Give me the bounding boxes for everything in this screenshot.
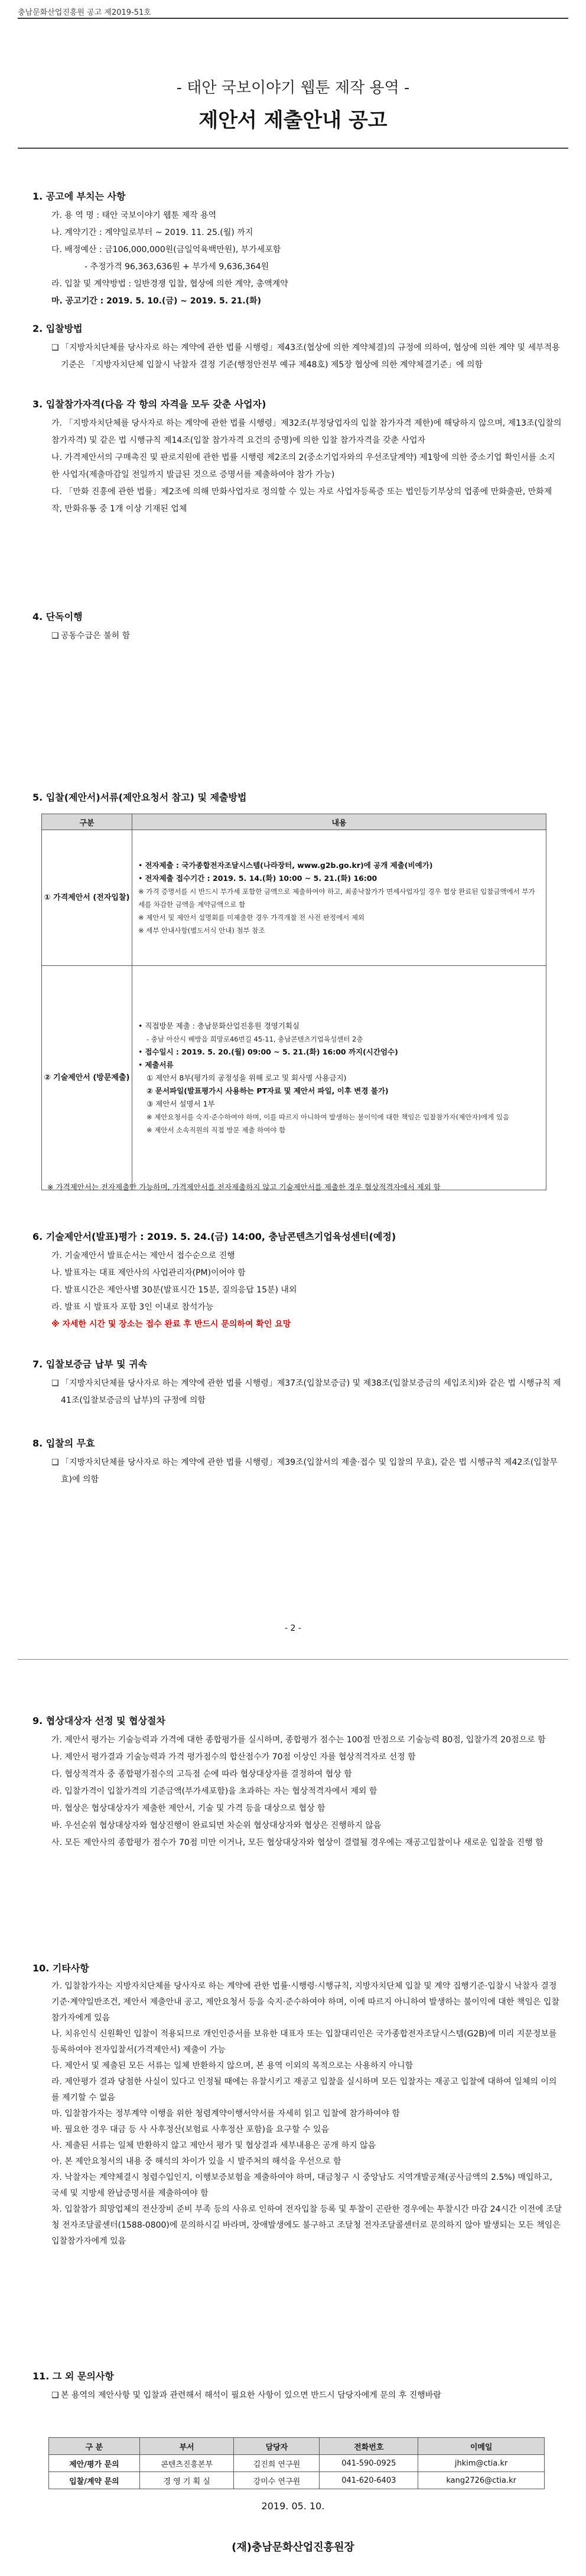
- row1-line: • 전자제출 : 국가종합전자조달시스템(나라장터, www.g2b.go.kr)에 공개 제출(비예가): [138, 860, 433, 870]
- section-9: [32, 1712, 562, 1852]
- row2-line: • 접수일시 : 2019. 5. 20.(월) 09:00 ~ 5. 21.(화) 16:00 까지(시간엄수): [138, 1047, 398, 1056]
- sec10-item: 아. 본 제안요청서의 내용 중 해석의 차이가 있을 시 발주처의 해석을 우선으로 함: [51, 2157, 341, 2166]
- sec10-item: 라. 제안평가 결과 당첨한 사실이 있다고 인정될 때에는 유찰시키고 재공고 입찰을 실시하며 모든 입찰자는 재공고 입찰에 대하여 일체의 이의를 제기할 수 없음: [51, 2077, 557, 2102]
- section-8-title: 8. 입찰의 무효: [32, 1438, 95, 1449]
- section-1: [32, 188, 562, 310]
- contact-table: [48, 2437, 545, 2489]
- contact-cell: 제안/평가 문의: [49, 2455, 140, 2472]
- sec9-item: 사. 모든 제안사의 종합평가 점수가 70점 미만 이거나, 모든 협상대상자와 협상이 결렬될 경우에는 재공고입찰이나 새로운 입찰을 진행 함: [51, 1838, 543, 1847]
- sec6-item: 나. 발표자는 대표 제안사의 사업관리자(PM)이어야 함: [51, 1268, 246, 1278]
- contact-cell: 김진희 연구원: [234, 2455, 320, 2472]
- col-type-header: 구분: [42, 814, 132, 830]
- section-7: [32, 1356, 562, 1409]
- sec10-item: 마. 입찰참가자는 정부계약 이행을 위한 청렴계약이행서약서를 자세히 읽고 입찰에 참가하여야 함: [51, 2109, 400, 2118]
- title-rule: [18, 148, 568, 149]
- page-break-rule: [18, 1659, 568, 1660]
- row2-line: - 충남 아산시 배방읍 희망로46번길 45-11, 충남콘텐츠기업육성센터 2층: [146, 1034, 363, 1043]
- sec1-item: 마. 공고기간 : 2019. 5. 10.(금) ~ 2019. 5. 21.(화): [51, 296, 262, 306]
- contact-header: 전화번호: [320, 2438, 418, 2455]
- contact-row: [49, 2455, 545, 2472]
- sec6-notice: ※ 자세한 시간 및 장소는 접수 완료 후 반드시 문의하여 확인 요망: [51, 1320, 291, 1329]
- section-5-title: 5. 입찰(제안서)서류(제안요청서 참고) 및 제출방법: [32, 792, 247, 803]
- sec1-item: 라. 입찰 및 계약방법 : 일반경쟁 입찰, 협상에 의한 계약, 총액계약: [51, 279, 288, 289]
- sec3-item: 다. 「만화 진흥에 관한 법률」제2조에 의해 만화사업자로 정의할 수 있는 자로 사업자등록증 또는 법인등기부상의 업종에 만화출판, 만화제작, 만화유통 중 1개 이상 기재된 업체: [51, 487, 552, 514]
- row1-line: • 전자제출 접수기간 : 2019. 5. 14.(화) 10:00 ~ 5. 21.(화) 16:00: [138, 873, 377, 883]
- row-price-content: [132, 830, 546, 966]
- page-number: - 2 -: [285, 1624, 301, 1633]
- section-3: [32, 396, 562, 518]
- doc-id: 충남문화산업진흥원 공고 제2019-51호: [18, 8, 151, 17]
- row2-line: ※ 제안서 소속직원의 직접 방문 제출 하여야 함: [146, 1125, 286, 1134]
- sec10-item: 다. 제안서 및 제출된 모든 서류는 일체 반환하지 않으며, 본 용역 이외의 목적으로는 사용하지 아니함: [51, 2061, 414, 2071]
- row-tech-content: [132, 966, 546, 1190]
- section-3-title: 3. 입찰참가자격(다음 각 항의 자격을 모두 갖춘 사업자): [32, 399, 266, 410]
- contact-row: [49, 2472, 545, 2489]
- sec9-item: 가. 제안서 평가는 기술능력과 가격에 대한 종합평가를 실시하며, 종합평가 점수는 100점 만점으로 기술능력 80점, 입찰가격 20점으로 함: [51, 1735, 546, 1745]
- sec9-item: 나. 제안서 평가결과 기술능력과 가격 평가점수의 합산점수가 70점 이상인 자를 협상적격자로 선정 함: [51, 1752, 416, 1762]
- row2-line: ③ 제안서 설명서 1부: [146, 1099, 215, 1108]
- sec10-item: 자. 낙찰자는 계약체결시 청렴수입인지, 이행보증보험을 제출하여야 하며, 대금청구 시 중앙남도 지역개발공채(공사금액의 2.5%) 매입하고, 국세 및 지방세 완납증명서를 제출하여야 함: [51, 2173, 552, 2198]
- row2-line: ※ 제안요청서를 숙지·준수하여야 하며, 이를 따르지 아니하여 발생하는 불이익에 대한 책임은 입찰참가자(제안자)에게 있음: [146, 1112, 510, 1121]
- table-note: ※ 가격제안서는 전자제출만 가능하며, 가격제안서를 전자제출하지 않고 기술제안서를 제출한 경우 협상적격자에서 제외 함: [47, 1183, 441, 1191]
- sec9-item: 바. 우선순위 협상대상자와 협상진행이 완료되면 차순위 협상대상자와 협상은 진행하지 않음: [51, 1821, 382, 1830]
- row1-line: ※ 세부 안내사항(별도서식 안내) 첨부 참조: [138, 926, 265, 935]
- contact-cell: 콘텐츠진흥본부: [139, 2455, 234, 2472]
- sec1-item: 가. 용 역 명 : 태안 국보이야기 웹툰 제작 용역: [51, 211, 217, 220]
- section-7-title: 7. 입찰보증금 납부 및 귀속: [32, 1359, 148, 1370]
- issue-date: 2019. 05. 10.: [261, 2500, 325, 2512]
- contact-header: 이메일: [418, 2438, 545, 2455]
- section-11-title: 11. 그 외 문의사항: [32, 2371, 114, 2382]
- sec1-item: 나. 계약기간 : 계약일로부터 ~ 2019. 11. 25.(월) 까지: [51, 228, 253, 237]
- section-1-title: 1. 공고에 부치는 사항: [32, 191, 126, 202]
- contact-email[interactable]: jhkim@ctia.kr: [418, 2455, 545, 2472]
- row-tech-label: ② 기술제안서 (방문제출): [42, 966, 132, 1190]
- sec3-item: 나. 가격제안서의 구매촉진 및 판로지원에 관한 법률 시행령 제2조의 2(중소기업자와의 우선조달계약) 제1항에 의한 중소기업 확인서를 소지한 사업자(제출마감일 전일까지 발급된 것으로 증명서를 제출하여야 참가 가능): [51, 453, 555, 479]
- sec3-item: 가. 「지방자치단체를 당사자로 하는 계약에 관한 법률 시행령」제32조(부정당업자의 입찰 참가자격 제한)에 해당하지 않으며, 제13조(입찰의 참가자격) 및 같은 법 시행규칙 제14조(입찰 참가자격 요건의 증명)에 의한 입찰 참가자격을 갖춘 사업자: [51, 419, 562, 445]
- checkbox-bullet-icon: ❏: [51, 343, 59, 352]
- sec1-item: 다. 배정예산 : 금106,000,000원(금일억육백만원), 부가세포함: [51, 245, 281, 254]
- row2-line: • 직접방문 제출 : 충남문화산업진흥원 경영기획실: [138, 1021, 299, 1030]
- section-4: [32, 608, 562, 645]
- row1-line: ※ 가격 증명서를 시 반드시 부가세 포함한 금액으로 제출하여야 하고, 최종낙찰가가 면세사업자일 경우 협상 완료된 입찰금액에서 부가세를 차감한 금액을 계약금액으로 함: [138, 887, 535, 909]
- sec9-item: 라. 입찰가격이 입찰가격의 기준금액(부가세포함)을 초과하는 자는 협상적격자에서 제외 함: [51, 1787, 377, 1796]
- row1-line: ※ 제안서 및 제안서 설명회를 미제출한 경우 가격개찰 전 사전 판정에서 제외: [138, 913, 365, 922]
- sec8-body: 「지방자치단체를 당사자로 하는 계약에 관한 법률 시행령」제39조(입찰서의 제출·접수 및 입찰의 무효), 같은 법 시행규칙 제42조(입찰무효)에 의함: [61, 1458, 558, 1484]
- sec9-item: 다. 협상적격자 중 종합평가점수의 고득점 순에 따라 협상대상자를 결정하여 협상 함: [51, 1769, 352, 1779]
- section-10-title: 10. 기타사항: [32, 1963, 89, 1974]
- sec6-item: 라. 발표 시 발표자 포함 3인 이내로 참석가능: [51, 1302, 214, 1312]
- sec2-body: 「지방자치단체를 당사자로 하는 계약에 관한 법률 시행령」제43조(협상에 의한 계약체결)의 규정에 의하여, 협상에 의한 계약 및 세부적용기준은 「지방자치단체 입찰시 낙찰자 결정 기준(행정안전부 예규 제48호) 제5장 협상에 의한 계약체결기준」에 의함: [61, 343, 560, 370]
- sec6-item: 다. 발표시간은 제안사별 30분(발표시간 15분, 질의응답 15분) 내외: [51, 1285, 297, 1295]
- section-10: [32, 1960, 562, 2249]
- sec9-item: 마. 협상은 협상대상자가 제출한 제안서, 기술 및 가격 등을 대상으로 협상 함: [51, 1804, 325, 1813]
- contact-header: 담당자: [234, 2438, 320, 2455]
- sec7-body: 「지방자치단체를 당사자로 하는 계약에 관한 법률 시행령」제37조(입찰보증금) 및 제38조(입찰보증금의 세입조치)와 같은 법 시행규칙 제41조(입찰보증금의 납부)의 규정에 의함: [61, 1379, 561, 1405]
- issuing-organization: (재)충남문화산업진흥원장: [232, 2541, 354, 2554]
- sec4-body: 공동수급은 불허 함: [61, 631, 131, 641]
- submission-table: [41, 814, 546, 1190]
- sec10-item: 나. 치유인식 신원확인 입찰이 적용되므로 개인인증서를 보유한 대표자 또는 입찰대리인은 국가종합전자조달시스템(G2B)에 미리 지문정보를 등록하여야 전자입찰서(가격제안서) 제출이 가능: [51, 2029, 557, 2055]
- contact-cell: 경 영 기 획 실: [139, 2472, 234, 2489]
- doc-title: 제안서 제출안내 공고: [198, 109, 388, 132]
- top-rule: [18, 18, 568, 19]
- sec10-item: 사. 제출된 서류는 일체 반환하지 않고 제안서 평가 및 협상결과 세부내용은 공개 하지 않음: [51, 2141, 376, 2150]
- contact-cell: 강미수 연구원: [234, 2472, 320, 2489]
- contact-cell: 041-590-0925: [320, 2455, 418, 2472]
- sec6-item: 가. 기술제안서 발표순서는 제안서 접수순으로 진행: [51, 1251, 235, 1261]
- contact-email[interactable]: kang2726@ctia.kr: [418, 2472, 545, 2489]
- section-5: [32, 789, 562, 808]
- contact-header: 구 분: [49, 2438, 140, 2455]
- sec11-body: 본 용역의 제안사항 및 입찰과 관련해서 해석이 필요한 사항이 있으면 반드시 담당자에게 문의 후 진행바람: [61, 2391, 441, 2400]
- contact-cell: 041-620-6403: [320, 2472, 418, 2489]
- row-price-label: ① 가격제안서 (전자입찰): [42, 830, 132, 966]
- sec10-item: 가. 입찰참가자는 지방자치단체를 당사자로 하는 계약에 관한 법률·시행령·시행규칙, 지방자치단체 입찰 및 계약 집행기준·입찰시 낙찰자 결정기준·계약일반조건, 제안서 제출안내 공고, 제안요청서 등을 숙지·준수하여야 하며, 이에 따르지 아니하여 발생하는 불이익에 대한 책임은 입찰참가자에게 있음: [51, 1981, 559, 2023]
- sec1-item: - 추정가격 96,363,636원 + 부가세 9,636,364원: [84, 262, 269, 272]
- contact-header: 부서: [139, 2438, 234, 2455]
- section-2-title: 2. 입찰방법: [32, 323, 83, 334]
- section-8: [32, 1435, 562, 1488]
- checkbox-bullet-icon: ❏: [51, 2391, 59, 2400]
- row2-line: ② 문서파일(발표평가시 사용하는 PT자료 및 제안서 파일, 이후 변경 불가): [146, 1086, 389, 1095]
- row2-line: ① 제안서 8부(평가의 공정성을 위해 로고 및 회사명 사용금지): [146, 1073, 347, 1082]
- section-9-title: 9. 협상대상자 선정 및 협상절차: [32, 1715, 165, 1726]
- sec10-item: 차. 입찰참가 희망업체의 전산장비 준비 부족 등의 사유로 인하여 전자입찰 등록 및 투찰이 곤란한 경우에는 투찰시간 마감 24시간 이전에 조달청 전자조달콜센터(1588-0800)에 문의하시길 바라며, 장애발생에도 불구하고 조달청 전자조달콜센터로 문의하지 않아 발생되는 모든 책임은 입찰참가자에게 있음: [51, 2205, 562, 2246]
- section-4-title: 4. 단독이행: [32, 611, 83, 622]
- section-2: [32, 320, 562, 374]
- doc-subtitle: - 태안 국보이야기 웹툰 제작 용역 -: [176, 79, 410, 97]
- col-content-header: 내용: [132, 814, 546, 830]
- checkbox-bullet-icon: ❏: [51, 631, 59, 641]
- checkbox-bullet-icon: ❏: [51, 1458, 59, 1467]
- section-6: [32, 1228, 562, 1333]
- section-6-title: 6. 기술제안서(발표)평가 : 2019. 5. 24.(금) 14:00, 충남콘텐츠기업육성센터(예정): [32, 1231, 396, 1242]
- section-11: [32, 2368, 562, 2404]
- sec10-item: 바. 필요한 경우 대금 등 사 사후정산(보험료 사후정산 포함)을 요구할 수 있음: [51, 2125, 330, 2134]
- checkbox-bullet-icon: ❏: [51, 1379, 59, 1388]
- row2-line: • 제출서류: [138, 1060, 174, 1069]
- contact-cell: 입찰/계약 문의: [49, 2472, 140, 2489]
